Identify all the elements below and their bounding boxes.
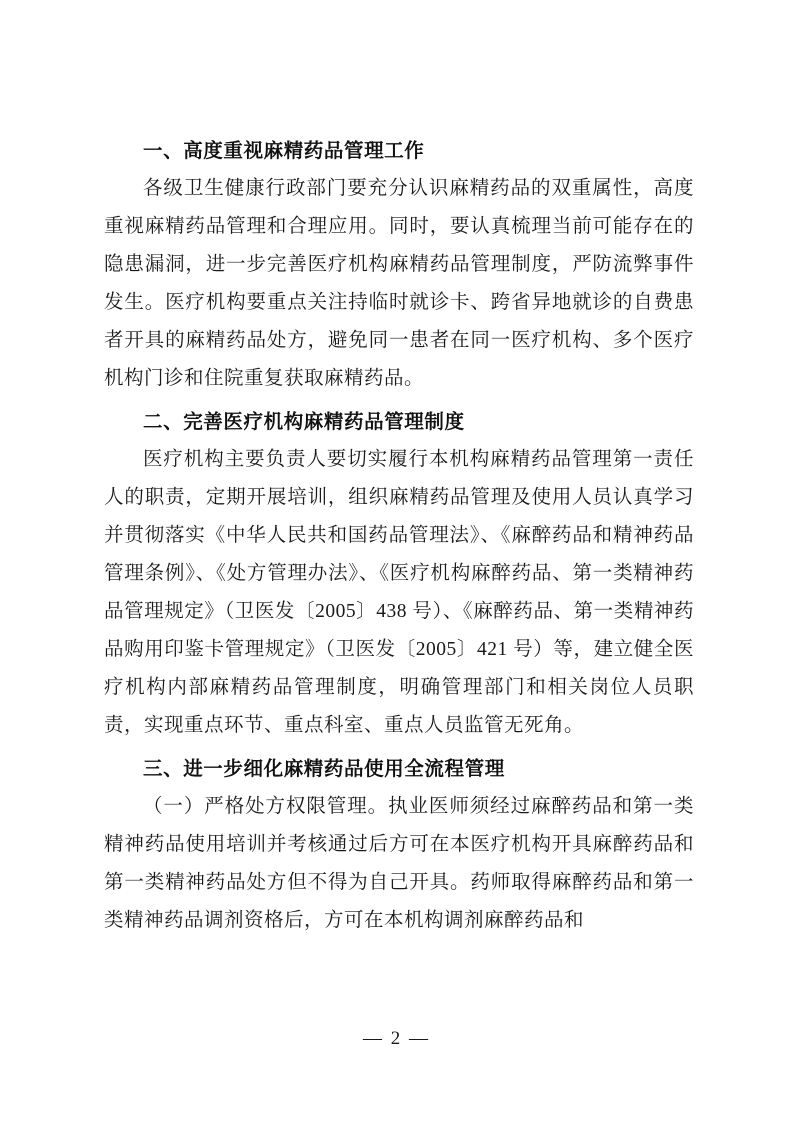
section-paragraph-1: 各级卫生健康行政部门要充分认识麻精药品的双重属性，高度重视麻精药品管理和合理应用。同时，要认真梳理当前可能存在的隐患漏洞，进一步完善医疗机构麻精药品管理制度，严防流弊事件发生。医疗机构要重点关注持临时就诊卡、跨省异地就诊的自费患者开具的麻精药品处方，避免同一患者在同一医疗机构、多个医疗机构门诊和住院重复获取麻精药品。 <box>104 178 694 389</box>
page-footer <box>0 1028 793 1050</box>
section-heading-2: 二、完善医疗机构麻精药品管理制度 <box>143 411 465 433</box>
page-number: — 2 — <box>363 1028 430 1049</box>
section-paragraph-2: 医疗机构主要负责人要切实履行本机构麻精药品管理第一责任人的职责，定期开展培训，组织麻精药品管理及使用人员认真学习并贯彻落实《中华人民共和国药品管理法》、《麻醉药品和精神药品管理条例》、《处方管理办法》、《医疗机构麻醉药品、第一类精神药品管理规定》（卫医发〔2005〕438 号）、《麻醉药品、第一类精神药品购用印鉴卡管理规定》（卫医发〔2005〕421 号）等，建立健全医疗机构内部麻精药品管理制度，明确管理部门和相关岗位人员职责，实现重点环节、重点科室、重点人员监管无死角。 <box>104 449 694 736</box>
document-body <box>104 132 694 940</box>
section-heading-3: 三、进一步细化麻精药品使用全流程管理 <box>143 758 505 780</box>
section-heading-1: 一、高度重视麻精药品管理工作 <box>143 140 425 162</box>
section-paragraph-3: （一）严格处方权限管理。执业医师须经过麻醉药品和第一类精神药品使用培训并考核通过后方可在本医疗机构开具麻醉药品和第一类精神药品处方但不得为自己开具。药师取得麻醉药品和第一类精神药品调剂资格后，方可在本机构调剂麻醉药品和 <box>104 796 694 931</box>
